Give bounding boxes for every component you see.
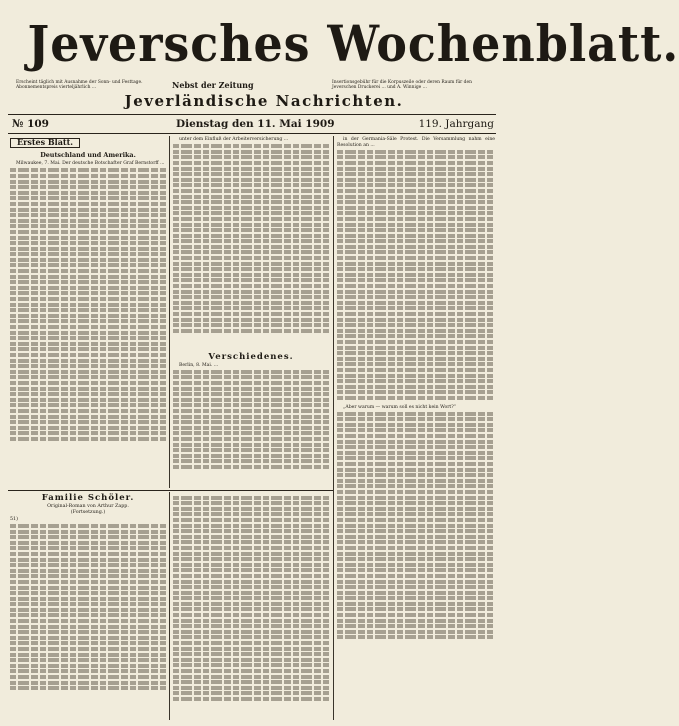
article-heading: Deutschland und Amerika. xyxy=(40,150,136,159)
subscription-info: Erscheint täglich mit Ausnahme der Sonn- und Festtage. Abonnementspreis vierteljährlich ... xyxy=(16,80,143,91)
issue-date: Dienstag den 11. Mai 1909 xyxy=(176,118,335,130)
feuilleton-2-body-lines xyxy=(173,496,329,701)
article-lead: Milwaukee, 7. Mai. Der deutsche Botschafter Graf Bernstorff ... xyxy=(16,161,165,167)
feuilleton-continuation: (Fortsetzung.) xyxy=(70,510,106,516)
feuilleton-column-1 xyxy=(10,494,166,718)
feuilleton-subtitle: Original-Roman von Arthur Zapp. xyxy=(47,503,129,509)
masthead-nebst: Nebst der Zeitung xyxy=(172,80,254,90)
column-3-body-lines xyxy=(337,150,495,400)
first-sheet-label: Erstes Blatt. xyxy=(10,138,80,148)
dateline xyxy=(8,118,496,134)
feuilleton-column-2 xyxy=(173,494,329,718)
feuilleton-body-lines xyxy=(10,524,166,690)
volume-year: 119. Jahrgang xyxy=(418,118,494,130)
masthead-title: Jeversches Wochenblatt. xyxy=(27,14,679,73)
verschiedenes-lead: Berlin, 8. Mai. ... xyxy=(179,362,219,368)
article-body-lines xyxy=(10,168,166,441)
verschiedenes-heading: Verschiedenes. xyxy=(208,352,294,362)
column-2-text: unter dem Einfluß der Arbeiterversicherung ... xyxy=(179,137,289,142)
rule-bottom xyxy=(8,133,496,134)
column-1 xyxy=(10,137,166,488)
column-3-dialog: „Aber warum — warum soll es nicht kein Wort?“ xyxy=(343,404,457,410)
column-2-body-lines xyxy=(173,144,329,333)
column-3-text: in der Germania-Säle Protest. Die Versammlung nahm eine Resolution an ... xyxy=(337,137,495,148)
feuilleton-rule xyxy=(8,490,333,491)
rule-top xyxy=(8,114,496,115)
column-divider-1 xyxy=(169,136,170,488)
insertion-info: Insertionsgebühr für die Korpuszeile oder deren Raum für den Jeverschen Druckerei ... und A. Winnige ... xyxy=(332,80,472,91)
feuilleton-number: 51) xyxy=(10,516,18,522)
column-3-feuilleton-lines xyxy=(337,412,495,640)
masthead-subtitle: Jeverländische Nachrichten. xyxy=(124,92,404,110)
column-3 xyxy=(337,137,495,718)
newspaper-page xyxy=(8,6,679,720)
verschiedenes-body-lines xyxy=(173,370,329,469)
column-2 xyxy=(173,137,329,353)
issue-number: № 109 xyxy=(12,118,49,130)
column-divider-2 xyxy=(333,136,334,720)
verschiedenes-section xyxy=(173,353,329,488)
feuilleton-title: Familie Schöler. xyxy=(41,493,135,503)
column-divider-3 xyxy=(169,492,170,720)
